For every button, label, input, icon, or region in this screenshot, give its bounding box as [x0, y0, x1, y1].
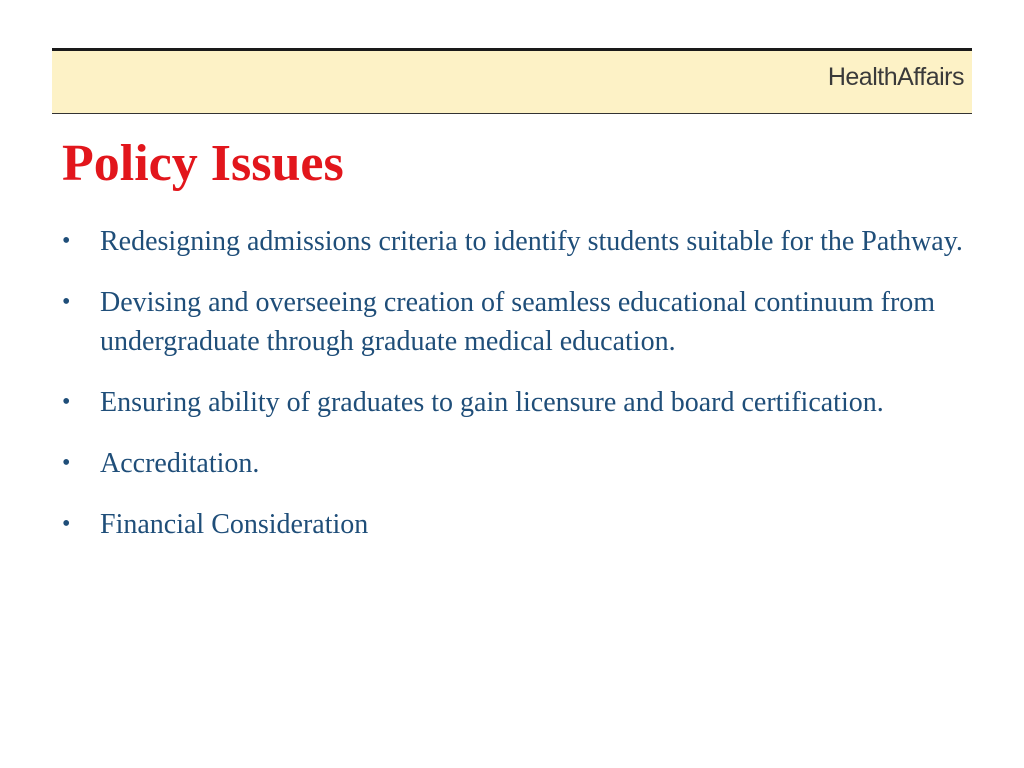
bullet-list — [62, 222, 972, 566]
bullet-text: Redesigning admissions criteria to identify students suitable for the Pathway. — [100, 226, 963, 257]
bullet-dot-icon: • — [62, 228, 71, 254]
slide-title: Policy Issues — [62, 135, 344, 192]
bullet-text: Ensuring ability of graduates to gain licensure and board certification. — [100, 387, 884, 418]
bullet-item — [62, 444, 972, 483]
bullet-dot-icon: • — [62, 511, 71, 537]
bullet-text: Devising and overseeing creation of seamless educational continuum from undergraduate through graduate medical education. — [100, 287, 936, 357]
health-affairs-logo: HealthAffairs — [827, 63, 964, 91]
bullet-dot-icon: • — [62, 389, 71, 415]
bullet-item — [62, 222, 972, 261]
bullet-text: Financial Consideration — [100, 509, 369, 540]
bullet-text: Accreditation. — [100, 448, 260, 479]
bullet-item — [62, 383, 972, 422]
bullet-dot-icon: • — [62, 289, 71, 315]
bullet-item — [62, 283, 972, 361]
header-band — [52, 48, 972, 114]
bullet-item — [62, 505, 972, 544]
bullet-dot-icon: • — [62, 450, 71, 476]
